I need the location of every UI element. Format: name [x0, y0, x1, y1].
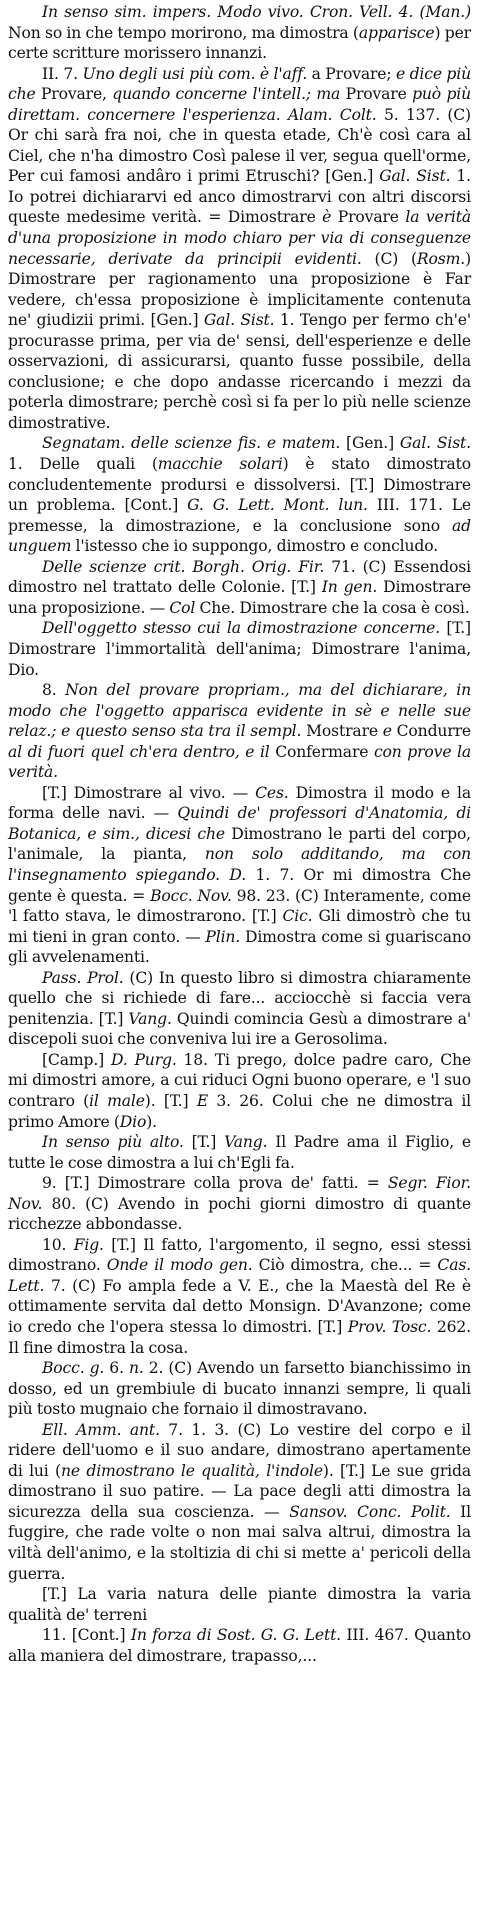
- italic-text-segment: D. Purg.: [110, 1050, 177, 1069]
- entry-paragraph-p12: [8, 1235, 471, 1358]
- italic-text-segment: Quindi de' professori d'Anatomia, di Botanica, e sim., dicesi che: [8, 804, 471, 843]
- text-segment: 8.: [42, 681, 66, 700]
- text-segment: Il fuggire, che rade volte o non mai salva altrui, dimostra la viltà dell'animo, e la stoltizia di chi si mette a' pericoli della guerra.: [8, 1502, 472, 1583]
- italic-text-segment: Non del provare propriam., ma del dichiarare, in modo che l'oggetto apparisca evidente in sè e nelle sue relaz.; e questo senso sta tra il sempl.: [8, 681, 471, 741]
- text-segment: Ciò dimostra, che... =: [252, 1256, 438, 1275]
- text-segment: [T.] Dimostrare l'immortalità dell'anima; Dimostrare l'anima, Dio.: [8, 619, 471, 679]
- text-segment: Il Padre ama il Figlio, e tutte le cose dimostra a lui ch'Egli fa.: [8, 1133, 472, 1172]
- italic-text-segment: In senso più alto.: [42, 1133, 184, 1152]
- text-segment: [Gen.]: [340, 434, 400, 453]
- text-segment: ).: [146, 1112, 157, 1131]
- text-segment: (C) In questo libro si dimostra chiaramente quello che si richiede di fare... acciocchè si faccia vera penitenzia. [T.]: [8, 968, 471, 1028]
- italic-text-segment: non solo additando, ma con l'insegnamento spiegando. D.: [8, 845, 471, 884]
- text-segment: 1. Tengo per fermo ch'e' procurasse prima, per via de' sensi, dell'esperienze e delle osservazioni, di assicurarsi, quanto fusse possibile, della conclusione; e che dopo andasse ricercando i mezzi da poterla dimostrare; perchè così si fa per lo più nelle scienze dimostrative.: [8, 311, 471, 432]
- text-segment: a Provare;: [307, 64, 396, 83]
- text-segment: 6.: [104, 1359, 129, 1378]
- text-segment: 3. 26. Colui che ne dimostra il primo Amore (: [8, 1091, 471, 1131]
- text-segment: Quindi cominciа Gesù a dimostrare a' discepoli suoi che conveniva lui ire a Gerosolima.: [8, 1009, 471, 1049]
- text-segment: ). [T.] Le sue grida dimostrano il suo patire. — La pace degli atti dimostra la sicurezza della sua coscienza. —: [8, 1461, 471, 1521]
- italic-text-segment: In senso sim. impers. Modo vivo. Cron. Vell. 4. (Man.): [42, 3, 471, 21]
- text-segment: [Camp.]: [42, 1050, 111, 1069]
- italic-text-segment: e: [382, 722, 392, 741]
- italic-text-segment: apparisce: [358, 23, 435, 42]
- text-segment: [T.] Il fatto, l'argomento, il segno, essi stessi dimostrano.: [8, 1235, 471, 1275]
- italic-text-segment: quando concerne l'intell.; ma: [112, 85, 341, 104]
- text-segment: ). [T.]: [144, 1091, 197, 1110]
- text-segment: [T.] Dimostrare al vivo. —: [42, 783, 256, 802]
- text-segment: l'istesso che io suppongo, dimostro e concludo.: [71, 537, 438, 556]
- text-segment: Non so in che tempo morirono, ma dimostra (: [8, 23, 359, 42]
- italic-text-segment: Segr. Fior. Nov.: [8, 1174, 471, 1213]
- entry-paragraph-p09: [8, 1050, 471, 1132]
- italic-text-segment: Plin.: [205, 927, 241, 946]
- text-segment: Dimostrano le parti del corpo, l'animale, la pianta,: [8, 824, 471, 864]
- entry-paragraph-p05: [8, 618, 471, 680]
- text-segment: 5. 137. (C) Or chi sarà fra noi, che in questa etade, Ch'è così cara al Ciel, che n'ha dimostro Così palese il ver, segua quell'orme, Per cui famosi andâro i primi Etruschi? [Gen.]: [8, 105, 471, 186]
- entry-paragraph-p03: [8, 433, 471, 556]
- italic-text-segment: può più direttam. concernere l'esperienza. Alam. Colt.: [8, 85, 472, 124]
- text-segment: [T.]: [183, 1133, 225, 1152]
- text-segment: 80. (C) Avendo in pochi giorni dimostro di quante ricchezze abbondasse.: [8, 1194, 471, 1234]
- italic-text-segment: Pass. Prol.: [42, 968, 124, 987]
- italic-text-segment: macchie solari: [157, 455, 283, 474]
- text-segment: 1. 7. Or mi dimostra Che gente è questa. =: [8, 865, 471, 905]
- italic-text-segment: Onde il modo gen.: [106, 1256, 253, 1275]
- text-segment: ) Dimostrare per ragionamento una proposizione è Far vedere, ch'essa proposizione è implicitamente contenuta ne' giudizii primi. [Gen.]: [8, 249, 471, 330]
- italic-text-segment: E: [196, 1091, 209, 1110]
- italic-text-segment: con prove la verità.: [8, 742, 471, 782]
- text-segment: Dimostrare una proposizione. —: [8, 578, 471, 617]
- entry-paragraph-p13: [8, 1358, 471, 1420]
- entry-paragraph-p08: [8, 968, 471, 1050]
- entry-paragraph-p10: [8, 1132, 471, 1173]
- italic-text-segment: Segnatam. delle scienze fis. e matem.: [42, 434, 341, 453]
- text-segment: 11. [Cont.]: [42, 1626, 131, 1645]
- entry-paragraph-p06: [8, 680, 471, 783]
- italic-text-segment: Col: [169, 598, 196, 617]
- text-segment: 7. 1. 3. (C) Lo vestire del corpo e il ridere dell'uomo e il suo andare, dimostrano apertamente di lui (: [8, 1420, 471, 1480]
- italic-text-segment: Dell'oggetto stesso cui la dimostrazione concerne.: [42, 619, 441, 638]
- italic-text-segment: Uno degli usi più com. è l'aff.: [82, 64, 308, 83]
- text-segment: [T.] La varia natura delle piante dimostra la varia qualità de' terreni: [8, 1585, 471, 1624]
- text-segment: Gli dimostrò che tu mi tieni in gran conto. —: [8, 907, 471, 946]
- text-segment: 10.: [42, 1235, 74, 1254]
- text-segment: III. 171. Le premesse, la dimostrazione, e la conclusione sono: [8, 496, 472, 535]
- italic-text-segment: Fig.: [73, 1235, 104, 1254]
- italic-text-segment: la verità d'una proposizione in modo chiaro per via di conseguenze necessarie, derivate da principii evidenti.: [8, 208, 471, 268]
- italic-text-segment: è: [322, 208, 332, 227]
- italic-text-segment: Gal. Sist.: [203, 311, 275, 330]
- text-segment: 262. Il fine dimostra la cosa.: [8, 1318, 472, 1357]
- italic-text-segment: Vang.: [128, 1009, 172, 1028]
- italic-text-segment: Bocc. g.: [42, 1359, 105, 1378]
- text-segment: Dimostra il modo e la forma delle navi. —: [8, 783, 471, 823]
- text-segment: 1. Io potrei dichiararvi ed anco dimostrarvi con altri discorsi queste medesime verità. = Dimostrare: [8, 167, 471, 227]
- italic-text-segment: al di fuori quel ch'era dentro, e il: [8, 742, 270, 761]
- italic-text-segment: Vang.: [224, 1133, 268, 1152]
- italic-text-segment: e dice più che: [8, 64, 471, 104]
- entry-paragraph-p01: [8, 2, 471, 64]
- italic-text-segment: ad unguem: [8, 516, 471, 556]
- italic-text-segment: il male: [89, 1091, 145, 1110]
- text-segment: Condurre: [391, 722, 471, 741]
- italic-text-segment: Delle scienze crit. Borgh. Orig. Fir.: [42, 557, 325, 576]
- text-segment: Dimostra come si guariscano gli avvelenamenti.: [8, 927, 472, 967]
- text-segment: ) è stato dimostrato concludentemente prodursi e dissolversi. [T.] Dimostrare un problema. [Cont.]: [8, 455, 471, 515]
- text-segment: 18. Ti prego, dolce padre caro, Che mi dimostri amore, a cui riduci Ogni buono operare, e 'l suo contraro (: [8, 1050, 471, 1110]
- text-segment: III. 467. Quanto alla maniera del dimostrare, trapasso,...: [8, 1626, 471, 1665]
- text-segment: 9. [T.] Dimostrare colla prova de' fatti. =: [42, 1174, 388, 1193]
- italic-text-segment: Dio: [119, 1112, 147, 1131]
- text-segment: 2. (C) Avendo un farsetto bianchissimo in dosso, ed un grembiule di bucato innanzi sempre, li quali più tosto mugnaio che fornaio il dimostravano.: [8, 1359, 471, 1419]
- italic-text-segment: Prov. Tosc.: [347, 1318, 432, 1336]
- entry-paragraph-p11: [8, 1173, 471, 1235]
- text-segment: ) per certe scritture morissero innanzi.: [8, 23, 471, 63]
- italic-text-segment: Gal. Sist.: [379, 167, 451, 186]
- italic-text-segment: Sansov. Conc. Polit.: [289, 1502, 451, 1521]
- entry-paragraph-p14: [8, 1420, 471, 1584]
- italic-text-segment: In forza di Sost. G. G. Lett.: [130, 1626, 341, 1645]
- text-segment: Che. Dimostrare che la cosa è così.: [195, 598, 470, 617]
- text-segment: Confermare: [269, 742, 374, 761]
- text-segment: 1. Delle quali (: [8, 455, 158, 474]
- italic-text-segment: Ell. Amm. ant.: [42, 1420, 160, 1439]
- text-segment: Provare: [340, 85, 413, 104]
- italic-text-segment: Bocc. Nov.: [150, 886, 232, 905]
- entry-paragraph-p04: [8, 557, 471, 619]
- text-segment: 98. 23. (C) Interamente, come 'l fatto stava, le dimostrarono. [T.]: [8, 886, 471, 926]
- italic-text-segment: In gen.: [321, 578, 378, 597]
- italic-text-segment: ne dimostrano le qualità, l'indole: [60, 1461, 323, 1480]
- italic-text-segment: Rosm.: [416, 249, 466, 268]
- entry-paragraph-p15: [8, 1584, 471, 1625]
- text-segment: 7. (C) Fo ampla fede a V. E., che la Maestà del Re è ottimamente servita dal detto Monsign. D'Avanzone; come io credo che l'opera stessa lo dimostri. [T.]: [8, 1276, 471, 1336]
- dictionary-entry-text: [8, 2, 471, 1666]
- text-segment: Provare,: [35, 85, 113, 104]
- italic-text-segment: Ces.: [255, 783, 289, 802]
- text-segment: Mostrare: [301, 722, 383, 741]
- italic-text-segment: Cic.: [282, 907, 313, 926]
- text-segment: (C) (: [361, 249, 417, 268]
- entry-paragraph-p16: [8, 1625, 471, 1666]
- text-segment: 71. (C) Essendosi dimostro nel trattato delle Colonie. [T.]: [8, 557, 471, 597]
- text-segment: II. 7.: [42, 64, 83, 83]
- italic-text-segment: n.: [128, 1359, 144, 1378]
- italic-text-segment: Gal. Sist.: [399, 434, 471, 453]
- italic-text-segment: Cas. Lett.: [8, 1256, 471, 1295]
- entry-paragraph-p07: [8, 783, 471, 968]
- text-segment: Provare: [331, 208, 406, 227]
- entry-paragraph-p02: [8, 64, 471, 434]
- italic-text-segment: G. G. Lett. Mont. lun.: [187, 496, 368, 515]
